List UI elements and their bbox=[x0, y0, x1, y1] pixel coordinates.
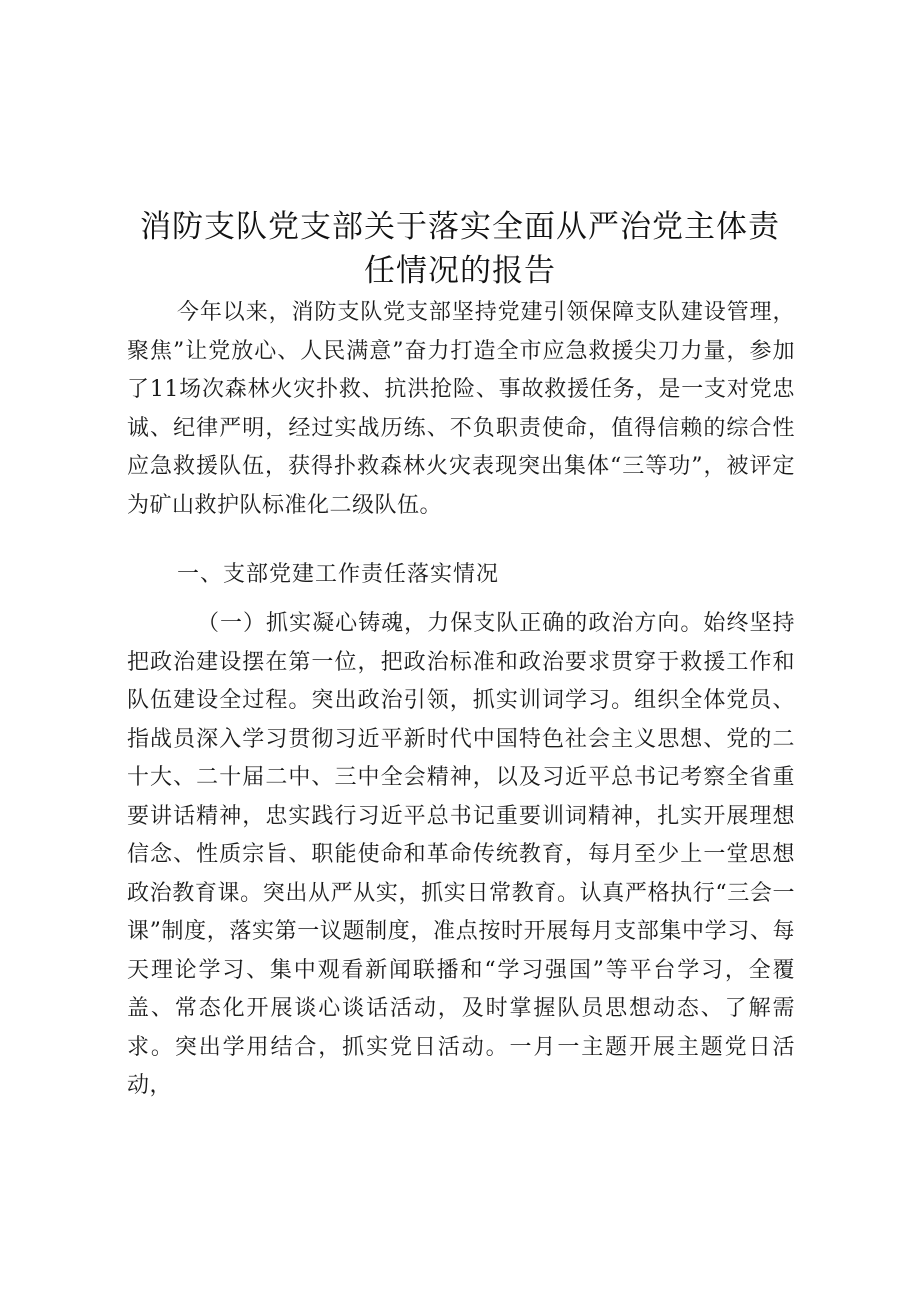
report-title-line-2: 任情况的报告 bbox=[364, 253, 556, 289]
report-title bbox=[130, 205, 790, 293]
intro-paragraph: 今年以来，消防支队党支部坚持党建引领保障支队建设管理，聚焦”让党放心、人民满意”奋力打造全市应急救援尖刀力量，参加了11场次森林火灾扑救、抗洪抢险、事故救援任务，是一支对党忠诚、纪律严明，经过实战历练、不负职责使命，值得信赖的综合性应急救援队伍，获得扑救森林火灾表现突出集体“三等功”，被评定为矿山救护队标准化二级队伍。 bbox=[127, 300, 795, 518]
section-1-paragraph-1: （一）抓实凝心铸魂，力保支队正确的政治方向。始终坚持把政治建设摆在第一位，把政治标准和政治要求贯穿于救援工作和队伍建设全过程。突出政治引领，抓实训词学习。组织全体党员、指战员深入学习贯彻习近平新时代中国特色社会主义思想、党的二十大、二十届二中、三中全会精神，以及习近平总书记考察全省重要讲话精神，忠实践行习近平总书记重要训词精神，扎实开展理想信念、性质宗旨、职能使命和革命传统教育，每月至少上一堂思想政治教育课。突出从严从实，抓实日常教育。认真严格执行“三会一课”制度，落实第一议题制度，准点按时开展每月支部集中学习、每天理论学习、集中观看新闻联播和“学习强国”等平台学习，全覆盖、常态化开展谈心谈话活动，及时掌握队员思想动态、了解需求。突出学用结合，抓实党日活动。一月一主题开展主题党日活动， bbox=[127, 611, 795, 1098]
section-heading-1: 一、支部党建工作责任落实情况 bbox=[177, 562, 500, 587]
report-title-line-1: 消防支队党支部关于落实全面从严治党主体责 bbox=[140, 209, 780, 245]
